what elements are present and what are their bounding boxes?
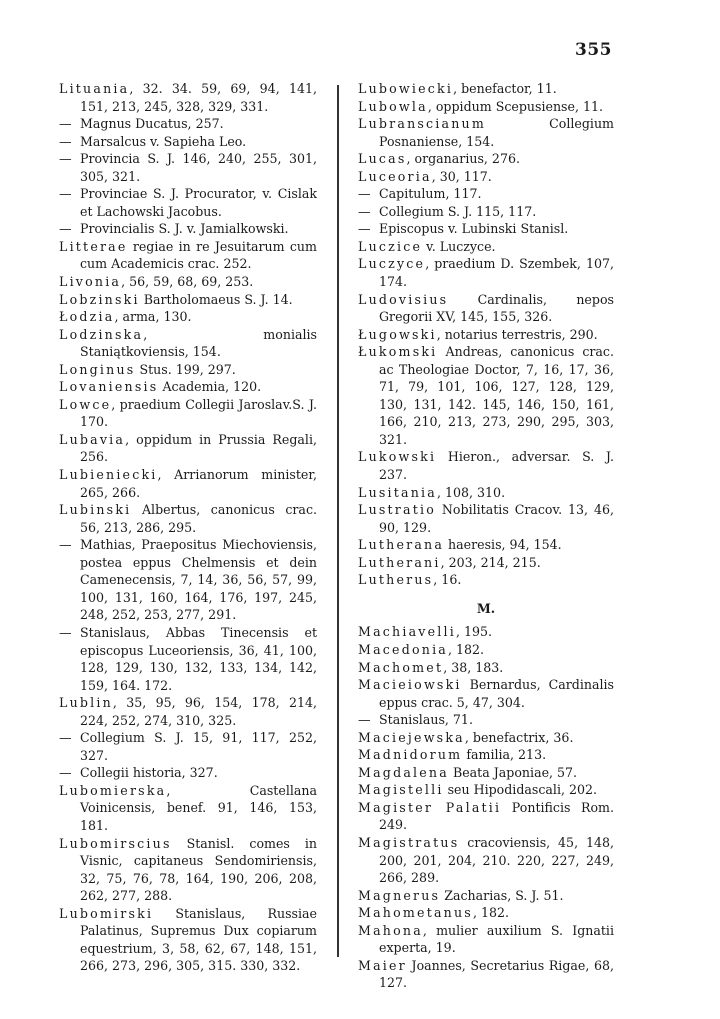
entry-headword: Lubomirski	[59, 905, 154, 921]
dash-marker: —	[358, 203, 371, 219]
dash-marker: —	[59, 537, 72, 553]
entry-headword: Lubomirscius	[59, 835, 172, 851]
dash-marker: —	[59, 186, 72, 202]
index-entry	[358, 729, 614, 747]
entry-text: seu Hipodidascali, 202.	[443, 782, 598, 798]
index-subentry	[358, 220, 614, 238]
dash-marker: —	[59, 730, 72, 746]
subentry-text: Collegii historia, 327.	[80, 765, 218, 781]
entry-headword: Livonia	[59, 274, 122, 290]
entry-text: , 16.	[433, 572, 462, 588]
index-entry	[59, 694, 317, 729]
index-entry	[59, 273, 317, 291]
entry-text: Stus. 199, 297.	[135, 361, 236, 377]
index-entry	[59, 80, 317, 115]
index-subentry	[59, 220, 317, 238]
index-entry	[358, 291, 614, 326]
entry-text: , mulier auxilium S. Ignatii experta, 19.	[379, 922, 614, 956]
index-entry	[358, 80, 614, 98]
entry-text: , 56, 59, 68, 69, 253.	[121, 274, 254, 290]
entry-text: , 203, 214, 215.	[440, 554, 541, 570]
index-entry	[358, 501, 614, 536]
entry-headword: Lubinski	[59, 502, 132, 518]
subentry-text: Collegium S. J. 115, 117.	[379, 203, 537, 219]
entry-text: Hieron., adversar. S. J. 237.	[379, 449, 614, 483]
entry-text: Bartholomaeus S. J. 14.	[139, 291, 293, 307]
entry-headword: Magistelli	[358, 782, 444, 798]
index-column-right	[358, 80, 614, 992]
dash-marker: —	[59, 765, 72, 781]
dash-marker: —	[358, 221, 371, 237]
entry-headword: Longinus	[59, 361, 136, 377]
index-entry	[358, 904, 614, 922]
dash-marker: —	[59, 116, 72, 132]
entry-headword: Magnerus	[358, 887, 441, 903]
entry-text: , organarius, 276.	[406, 151, 520, 167]
index-entry	[59, 431, 317, 466]
entry-text: Zacharias, S. J. 51.	[440, 887, 564, 903]
index-entry	[358, 536, 614, 554]
entry-text: Beata Japoniae, 57.	[448, 764, 578, 780]
entry-headword: Lowce	[59, 396, 112, 412]
subentry-text: Marsalcus v. Sapieha Leo.	[80, 133, 247, 149]
index-entry	[358, 922, 614, 957]
entry-headword: Ludovisius	[358, 291, 449, 307]
entry-text: , 35, 95, 96, 154, 178, 214, 224, 252, 274, 310, 325.	[80, 695, 317, 728]
entry-headword: Lucas	[358, 151, 407, 167]
index-entry	[358, 887, 614, 905]
subentry-text: Mathias, Praepositus Miechoviensis, postea eppus Chelmensis et dein Camenecensis, 7, 14, 36, 56, 57, 99, 100, 131, 160, 164, 176, 197, 245, 248, 252, 253, 277, 291.	[80, 537, 317, 623]
entry-headword: Lobzinski	[59, 291, 140, 307]
index-entry	[358, 781, 614, 799]
dash-marker: —	[358, 712, 371, 728]
index-entry	[358, 343, 614, 448]
entry-headword: Łodzia	[59, 309, 115, 325]
index-subentry	[59, 185, 317, 220]
page-number: 355	[575, 40, 612, 60]
entry-headword: Lubowiecki	[358, 81, 454, 96]
subentry-text: Provincia S. J. 146, 240, 255, 301, 305, 321.	[80, 151, 317, 184]
entry-text: , 182.	[448, 641, 485, 657]
dash-marker: —	[358, 186, 371, 202]
index-entry	[358, 150, 614, 168]
entry-headword: Maier	[358, 957, 407, 973]
index-entry	[59, 466, 317, 501]
index-entry	[59, 378, 317, 396]
entry-headword: Lubavia	[59, 431, 126, 447]
entry-headword: Machomet	[358, 659, 444, 675]
entry-text: , arma, 130.	[114, 309, 192, 325]
index-entry	[59, 782, 317, 835]
entry-text: , 108, 310.	[436, 484, 506, 500]
index-entry	[59, 308, 317, 326]
index-entry	[358, 484, 614, 502]
entry-text: , praedium D. Szembek, 107, 174.	[379, 256, 614, 290]
subentry-text: Provinciae S. J. Procurator, v. Cislak et Lachowski Jacobus.	[80, 186, 317, 219]
entry-text: Stanislaus, Russiae Palatinus, Supremus Dux copiarum equestrium, 3, 58, 62, 67, 148, 151, 266, 273, 296, 305, 315. 330, 332.	[80, 905, 317, 974]
entry-headword: Ługowski	[358, 326, 437, 342]
entry-text: Collegium Posnaniense, 154.	[379, 116, 614, 149]
index-subentry	[358, 203, 614, 221]
entry-headword: Magister Palatii	[358, 799, 502, 815]
index-entry	[358, 957, 614, 992]
entry-text: , 182.	[472, 905, 510, 921]
index-entry	[59, 326, 317, 361]
dash-marker: —	[59, 133, 72, 149]
entry-text: , Arrianorum minister, 265, 266.	[80, 467, 317, 500]
index-subentry	[59, 536, 317, 624]
index-entry	[358, 115, 614, 150]
entry-headword: Lubowla	[358, 98, 428, 114]
entry-headword: Lovaniensis	[59, 379, 159, 395]
subentry-text: Stanislaus, Abbas Tinecensis et episcopus Luceoriensis, 36, 41, 100, 128, 129, 130, 132, 133, 134, 142, 159, 164. 172.	[80, 624, 317, 693]
entry-headword: Litterae	[59, 238, 128, 254]
index-entry	[358, 571, 614, 589]
index-entry	[358, 326, 614, 344]
entry-headword: Lublin	[59, 695, 113, 711]
index-subentry	[59, 150, 317, 185]
entry-headword: Magistratus	[358, 834, 460, 850]
entry-headword: Lutherani	[358, 554, 441, 570]
subentry-text: Stanislaus, 71.	[379, 712, 473, 728]
entry-text: , oppidum Scepusiense, 11.	[427, 98, 604, 114]
entry-text: , monialis Staniątkoviensis, 154.	[80, 326, 317, 360]
index-entry	[358, 168, 614, 186]
index-entry	[59, 291, 317, 309]
entry-text: , 195.	[455, 624, 493, 640]
subentry-text: Episcopus v. Lubinski Stanisl.	[379, 221, 569, 237]
entry-text: v. Luczyce.	[422, 238, 496, 254]
entry-headword: Lutherus	[358, 572, 434, 588]
entry-headword: Lustratio	[358, 502, 436, 518]
entry-headword: Macieiowski	[358, 677, 462, 693]
index-entry	[358, 554, 614, 572]
index-entry	[59, 501, 317, 536]
entry-text: Nobilitatis Cracov. 13, 46, 90, 129.	[379, 502, 614, 535]
index-entry	[358, 448, 614, 483]
index-subentry	[59, 624, 317, 694]
entry-text: , 38, 183.	[443, 659, 504, 675]
entry-text: familia, 213.	[462, 747, 547, 763]
subentry-text: Magnus Ducatus, 257.	[80, 116, 224, 132]
index-entry	[59, 238, 317, 273]
index-entry	[358, 834, 614, 887]
index-entry	[59, 905, 317, 975]
entry-text: , notarius terrestris, 290.	[436, 326, 598, 342]
entry-headword: Maciejewska	[358, 729, 465, 745]
entry-headword: Lusitania	[358, 484, 437, 500]
index-entry	[59, 835, 317, 905]
entry-text: , 30, 117.	[431, 168, 492, 184]
entry-text: cracoviensis, 45, 148, 200, 201, 204, 210. 220, 227, 249, 266, 289.	[379, 834, 614, 886]
index-entry	[358, 764, 614, 782]
entry-text: , 32. 34. 59, 69, 94, 141, 151, 213, 245, 328, 329, 331.	[80, 81, 317, 114]
entry-headword: Luczice	[358, 238, 423, 254]
index-entry	[358, 659, 614, 677]
entry-headword: Mahona	[358, 922, 423, 938]
entry-headword: Lukowski	[358, 449, 437, 465]
entry-headword: Lubranscianum	[358, 116, 486, 132]
entry-headword: Lutherana	[358, 537, 445, 553]
column-divider	[337, 85, 339, 957]
index-entry	[358, 98, 614, 116]
entry-text: , benefactrix, 36.	[464, 729, 574, 745]
entry-headword: Lituania	[59, 81, 130, 96]
entry-headword: Łukomski	[358, 344, 438, 360]
entry-text: Joannes, Secretarius Rigae, 68, 127.	[379, 957, 614, 991]
entry-headword: Lubomierska	[59, 782, 167, 798]
entry-headword: Machiavelli	[358, 624, 456, 640]
dash-marker: —	[59, 221, 72, 237]
index-entry	[358, 746, 614, 764]
entry-text: , oppidum in Prussia Regali, 256.	[80, 431, 317, 465]
entry-text: , praedium Collegii Jaroslav.S. J. 170.	[80, 396, 317, 430]
index-subentry	[358, 185, 614, 203]
entry-text: , benefactor, 11.	[453, 81, 557, 96]
index-column-left	[59, 80, 317, 975]
index-entry	[59, 361, 317, 379]
entry-text: Bernardus, Cardinalis eppus crac. 5, 47, 304.	[379, 677, 614, 710]
subentry-text: Collegium S. J. 15, 91, 117, 252, 327.	[80, 730, 317, 763]
entry-text: haeresis, 94, 154.	[444, 537, 562, 553]
index-entry	[358, 641, 614, 659]
entry-headword: Madnidorum	[358, 747, 463, 763]
section-letter: M.	[476, 600, 496, 616]
index-entry	[59, 396, 317, 431]
entry-headword: Lodzinska	[59, 326, 144, 342]
entry-text: Albertus, canonicus crac. 56, 213, 286, 295.	[80, 502, 317, 535]
entry-headword: Magdalena	[358, 764, 449, 780]
entry-headword: Macedonia	[358, 641, 449, 657]
index-subentry	[59, 729, 317, 764]
index-subentry	[59, 764, 317, 782]
dash-marker: —	[59, 624, 72, 640]
index-entry	[358, 623, 614, 641]
entry-text: Stanisl. comes in Visnic, capitaneus Sendomiriensis, 32, 75, 76, 78, 164, 190, 206, 208, 262, 277, 288.	[80, 835, 317, 904]
entry-text: Cardinalis, nepos Gregorii XV, 145, 155, 326.	[379, 291, 614, 325]
index-entry	[358, 255, 614, 290]
index-entry	[358, 799, 614, 834]
index-subentry	[59, 133, 317, 151]
entry-text: Academia, 120.	[158, 379, 262, 395]
entry-headword: Mahometanus	[358, 905, 473, 921]
entry-text: Andreas, canonicus crac. ac Theologiae Doctor, 7, 16, 17, 36, 71, 79, 101, 106, 127, 128, 129, 130, 131, 142. 145, 146, 150, 161, 166, 210, 213, 273, 290, 295, 303, 321.	[379, 344, 614, 447]
index-entry	[358, 238, 614, 256]
entry-text: regiae in re Jesuitarum cum cum Academicis crac. 252.	[80, 238, 317, 272]
entry-headword: Luceoria	[358, 168, 432, 184]
dash-marker: —	[59, 151, 72, 167]
index-subentry	[358, 711, 614, 729]
index-subentry	[59, 115, 317, 133]
subentry-text: Provincialis S. J. v. Jamialkowski.	[80, 221, 289, 237]
entry-headword: Lubieniecki	[59, 467, 158, 483]
entry-text: , Castellana Voinicensis, benef. 91, 146, 153, 181.	[80, 782, 317, 833]
subentry-text: Capitulum, 117.	[379, 186, 482, 202]
index-entry	[358, 676, 614, 711]
entry-text: Pontificis Rom. 249.	[379, 799, 614, 833]
entry-headword: Luczyce	[358, 256, 426, 272]
